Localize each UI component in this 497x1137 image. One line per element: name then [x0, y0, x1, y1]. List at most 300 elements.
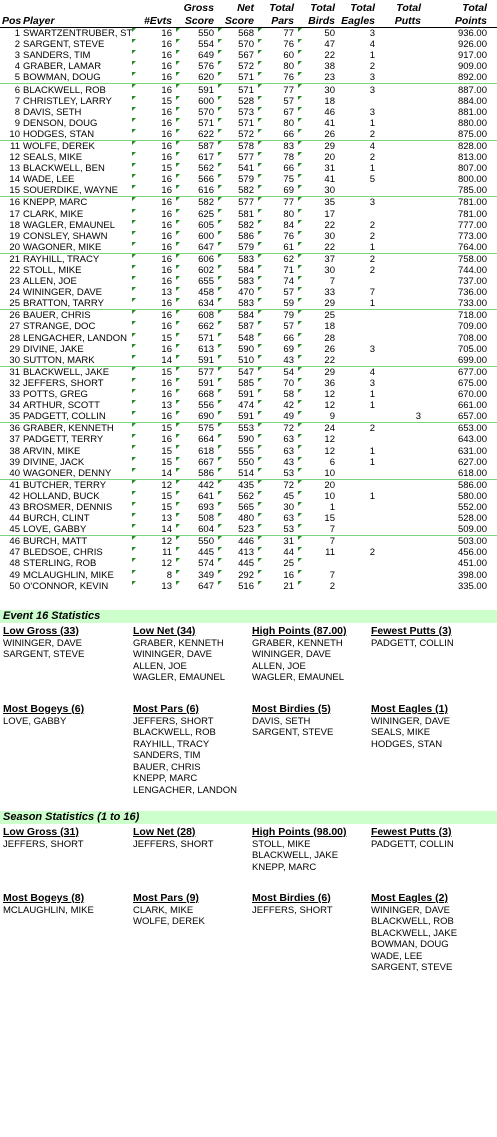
cell-eagles: [341, 96, 387, 107]
stat-player: JEFFERS, SHORT: [133, 715, 214, 727]
cell-player: CONSLEY, SHAWN: [23, 230, 108, 242]
cell-birds: 29: [298, 140, 341, 152]
stat-player: PADGETT, COLLIN: [371, 637, 454, 649]
cell-eagles: [341, 581, 387, 592]
cell-evts: 13: [132, 581, 176, 592]
cell-net: 584: [218, 265, 258, 276]
stat-title: Low Gross (33): [3, 624, 79, 637]
stat-player: KNEPP, MARC: [252, 861, 317, 873]
table-row: [0, 129, 497, 141]
stat-player: JEFFERS, SHORT: [133, 838, 214, 850]
cell-putts: [387, 129, 427, 141]
cell-pos: 19: [9, 230, 20, 242]
cell-player: BUTCHER, TERRY: [23, 479, 132, 491]
cell-birds: 28: [298, 333, 341, 344]
cell-points: 627.00: [457, 456, 487, 468]
cell-putts: [387, 445, 427, 456]
cell-player: BURCH, MATT: [23, 536, 132, 548]
table-row: [0, 118, 497, 129]
stat-title: Low Net (34): [133, 624, 196, 637]
stat-player: BOWMAN, DOUG: [371, 939, 449, 951]
cell-pars: 66: [258, 129, 298, 141]
cell-pars: 44: [258, 547, 298, 558]
cell-birds: 41: [298, 118, 341, 129]
cell-gross: 667: [176, 457, 218, 468]
cell-pars: 76: [258, 72, 298, 84]
cell-eagles: [341, 558, 387, 569]
cell-birds: 10: [298, 468, 341, 480]
stat-title: High Points (98.00): [252, 825, 347, 838]
cell-evts: 16: [132, 152, 176, 163]
cell-pars: 76: [258, 231, 298, 242]
cell-net: 562: [218, 491, 258, 502]
cell-putts: [387, 231, 427, 242]
cell-pars: 53: [258, 468, 298, 480]
cell-gross: 550: [176, 536, 218, 548]
cell-putts: [387, 524, 427, 536]
table-row: [0, 265, 497, 276]
cell-evts: 15: [132, 96, 176, 107]
stat-block: [252, 703, 371, 807]
cell-points: 618.00: [457, 467, 487, 479]
stat-player: BLACKWELL, JAKE: [371, 927, 458, 939]
cell-birds: 15: [298, 513, 341, 524]
cell-evts: 16: [132, 50, 176, 61]
cell-putts: [387, 344, 427, 355]
cell-putts: [387, 581, 427, 592]
cell-eagles: 3: [369, 106, 375, 118]
cell-eagles: 3: [369, 72, 375, 84]
cell-pos: 9: [14, 117, 20, 129]
cell-net: 579: [218, 174, 258, 185]
cell-player: LOVE, GABBY: [23, 524, 87, 536]
cell-pos: 46: [0, 536, 23, 548]
stat-player: KNEPP, MARC: [133, 773, 198, 785]
cell-putts: [387, 378, 427, 389]
cell-gross: 566: [176, 174, 218, 185]
cell-player: RAYHILL, TRACY: [23, 253, 132, 265]
cell-gross: 605: [176, 220, 218, 231]
cell-pos: 44: [9, 513, 20, 525]
header-pos-top: [0, 0, 23, 14]
cell-net: 578: [218, 140, 258, 152]
cell-gross: 620: [176, 72, 218, 84]
cell-points: 758.00: [427, 253, 497, 265]
cell-evts: 16: [132, 276, 176, 287]
header-evts-top: [132, 0, 176, 14]
cell-evts: 16: [132, 28, 176, 40]
stat-block: [133, 892, 252, 976]
cell-pars: 76: [258, 39, 298, 50]
table-row: [0, 287, 497, 298]
cell-net: 446: [218, 536, 258, 548]
stat-title: Fewest Putts (3): [371, 825, 452, 838]
cell-player: BROSMER, DENNIS: [23, 501, 113, 513]
cell-points: 718.00: [427, 310, 497, 322]
cell-gross: 575: [176, 423, 218, 435]
cell-net: 550: [218, 457, 258, 468]
cell-birds: 7: [298, 536, 341, 548]
cell-player: BLACKWELL, ROB: [23, 84, 132, 96]
cell-evts: 16: [132, 434, 176, 445]
cell-player: MCLAUGHLIN, MIKE: [23, 569, 114, 581]
header-points: Points: [454, 15, 487, 27]
cell-evts: 16: [132, 378, 176, 389]
cell-pars: 77: [258, 197, 298, 209]
cell-points: 744.00: [457, 265, 487, 277]
stat-title: Most Eagles (2): [371, 891, 449, 904]
cell-gross: 442: [176, 479, 218, 491]
cell-player: SARGENT, STEVE: [23, 39, 105, 51]
stat-block: [133, 826, 252, 890]
cell-putts: [387, 152, 427, 163]
cell-pars: 69: [258, 185, 298, 197]
cell-gross: 600: [176, 96, 218, 107]
cell-putts: [387, 242, 427, 254]
header-putts-top: Total: [396, 2, 421, 14]
cell-evts: 16: [132, 344, 176, 355]
header-putts: Putts: [394, 15, 421, 27]
cell-putts: [387, 558, 427, 569]
cell-gross: 617: [176, 152, 218, 163]
cell-birds: 31: [298, 163, 341, 174]
cell-net: 579: [218, 242, 258, 254]
cell-player: SUTTON, MARK: [23, 354, 95, 366]
cell-gross: 458: [176, 287, 218, 298]
cell-birds: 35: [298, 197, 341, 209]
cell-gross: 647: [176, 242, 218, 254]
cell-player: ALLEN, JOE: [23, 276, 77, 288]
cell-net: 577: [218, 197, 258, 209]
cell-putts: [387, 457, 427, 468]
cell-player: PADGETT, COLLIN: [23, 411, 106, 423]
stat-player: SEALS, MIKE: [371, 727, 431, 739]
cell-player: HODGES, STAN: [23, 128, 95, 140]
cell-eagles: 2: [369, 128, 375, 140]
cell-pars: 57: [258, 321, 298, 332]
table-row: [0, 310, 497, 322]
cell-net: 567: [218, 50, 258, 61]
cell-eagles: [341, 355, 387, 367]
cell-net: 577: [218, 152, 258, 163]
table-row: [0, 28, 497, 40]
cell-eagles: [341, 513, 387, 524]
cell-putts: [387, 389, 427, 400]
cell-eagles: 2: [369, 265, 375, 277]
stat-player: BLACKWELL, ROB: [371, 916, 454, 928]
cell-eagles: 2: [369, 230, 375, 242]
cell-net: 547: [218, 366, 258, 378]
cell-evts: 16: [132, 72, 176, 84]
cell-pos: 25: [9, 298, 20, 310]
cell-points: 705.00: [457, 343, 487, 355]
cell-putts: [387, 276, 427, 287]
cell-eagles: 5: [369, 174, 375, 186]
cell-pars: 63: [258, 513, 298, 524]
cell-pos: 18: [9, 219, 20, 231]
cell-net: 571: [218, 118, 258, 129]
cell-pos: 12: [9, 152, 20, 164]
cell-evts: 14: [132, 355, 176, 367]
cell-gross: 571: [176, 118, 218, 129]
stat-player: WININGER, DAVE: [252, 649, 331, 661]
cell-pars: 43: [258, 355, 298, 367]
cell-net: 583: [218, 276, 258, 287]
cell-eagles: [341, 185, 387, 197]
cell-evts: 16: [132, 242, 176, 254]
stat-player: WAGLER, EMAUNEL: [252, 672, 345, 684]
cell-points: 781.00: [427, 197, 497, 209]
cell-player: HOLLAND, BUCK: [23, 490, 100, 502]
cell-points: 509.00: [457, 524, 487, 536]
cell-points: 884.00: [457, 95, 487, 107]
cell-eagles: 1: [369, 163, 375, 175]
header-points-top: Total: [462, 2, 487, 14]
cell-birds: [298, 558, 341, 569]
cell-pos: 47: [9, 547, 20, 559]
cell-net: 583: [218, 298, 258, 310]
cell-pars: 77: [258, 28, 298, 40]
cell-birds: 26: [298, 344, 341, 355]
cell-gross: 602: [176, 265, 218, 276]
cell-pos: 10: [9, 128, 20, 140]
cell-pars: 63: [258, 434, 298, 445]
cell-putts: [387, 185, 427, 197]
cell-birds: 29: [298, 298, 341, 310]
cell-net: 528: [218, 96, 258, 107]
cell-player: BRATTON, TARRY: [23, 298, 104, 310]
cell-points: 456.00: [457, 547, 487, 559]
stat-player: CLARK, MIKE: [133, 904, 194, 916]
cell-eagles: 7: [369, 287, 375, 299]
cell-pos: 38: [9, 445, 20, 457]
table-header: [0, 0, 497, 28]
cell-player: WOLFE, DEREK: [23, 140, 132, 152]
stat-player: WAGLER, EMAUNEL: [133, 672, 226, 684]
stat-block: [371, 826, 497, 890]
header-birds: Birds: [308, 15, 335, 27]
cell-pos: 11: [0, 140, 23, 152]
cell-eagles: 1: [369, 400, 375, 412]
cell-net: 510: [218, 355, 258, 367]
table-row: [0, 84, 497, 96]
cell-birds: 46: [298, 107, 341, 118]
cell-putts: [387, 61, 427, 72]
cell-player: O'CONNOR, KEVIN: [23, 580, 109, 592]
table-row: [0, 558, 497, 569]
table-row: [0, 174, 497, 185]
stat-block: [3, 625, 133, 701]
stat-block: [371, 892, 497, 976]
table-row: [0, 209, 497, 220]
cell-evts: 16: [132, 389, 176, 400]
cell-pos: 14: [9, 174, 20, 186]
cell-pars: 75: [258, 174, 298, 185]
stat-title: High Points (87.00): [252, 624, 347, 637]
cell-net: 582: [218, 185, 258, 197]
stat-player: WOLFE, DEREK: [133, 916, 205, 928]
cell-player: DAVIS, SETH: [23, 106, 82, 118]
cell-birds: 9: [298, 411, 341, 423]
stat-block: [133, 625, 252, 701]
cell-points: 807.00: [457, 163, 487, 175]
cell-birds: 20: [298, 479, 341, 491]
cell-putts: [387, 287, 427, 298]
cell-eagles: [341, 310, 387, 322]
table-row: [0, 72, 497, 84]
header-pars-top: Total: [269, 2, 294, 14]
cell-evts: 15: [132, 445, 176, 456]
cell-player: GRABER, KENNETH: [23, 423, 132, 435]
cell-eagles: [341, 468, 387, 480]
cell-points: 785.00: [457, 185, 487, 197]
cell-putts: 3: [415, 411, 421, 423]
cell-evts: 16: [132, 411, 176, 423]
cell-birds: 41: [298, 174, 341, 185]
cell-net: 541: [218, 163, 258, 174]
cell-birds: 33: [298, 287, 341, 298]
cell-eagles: 2: [369, 547, 375, 559]
cell-evts: 16: [132, 185, 176, 197]
cell-gross: 570: [176, 107, 218, 118]
cell-eagles: [341, 502, 387, 513]
cell-gross: 445: [176, 547, 218, 558]
table-row: [0, 220, 497, 231]
cell-evts: 16: [132, 265, 176, 276]
cell-player: SANDERS, TIM: [23, 50, 91, 62]
cell-gross: 606: [176, 253, 218, 265]
table-row: [0, 479, 497, 491]
cell-gross: 613: [176, 344, 218, 355]
header-pos: Pos: [2, 15, 22, 27]
cell-putts: [387, 333, 427, 344]
cell-pos: 26: [0, 310, 23, 322]
cell-pos: 16: [0, 197, 23, 209]
cell-birds: 18: [298, 321, 341, 332]
cell-net: 553: [218, 423, 258, 435]
cell-birds: 22: [298, 220, 341, 231]
cell-eagles: [341, 321, 387, 332]
cell-player: WADE, LEE: [23, 174, 75, 186]
cell-gross: 604: [176, 524, 218, 536]
cell-net: 514: [218, 468, 258, 480]
cell-eagles: [341, 570, 387, 581]
cell-points: 909.00: [457, 61, 487, 73]
cell-birds: 25: [298, 310, 341, 322]
cell-player: ARTHUR, SCOTT: [23, 400, 100, 412]
table-row: [0, 400, 497, 411]
cell-pos: 33: [9, 389, 20, 401]
cell-points: 709.00: [457, 321, 487, 333]
cell-points: 398.00: [457, 569, 487, 581]
stat-player: HODGES, STAN: [371, 738, 443, 750]
header-birds-top: Total: [310, 2, 335, 14]
cell-net: 586: [218, 231, 258, 242]
cell-points: 675.00: [457, 377, 487, 389]
cell-gross: 655: [176, 276, 218, 287]
cell-pars: 72: [258, 423, 298, 435]
cell-pars: 69: [258, 344, 298, 355]
cell-points: 880.00: [457, 117, 487, 129]
cell-pars: 57: [258, 287, 298, 298]
cell-evts: 15: [132, 457, 176, 468]
cell-evts: 16: [132, 220, 176, 231]
cell-eagles: 1: [369, 241, 375, 253]
stat-player: SANDERS, TIM: [133, 750, 201, 762]
season-stats-row1: [0, 826, 497, 890]
cell-birds: 29: [298, 366, 341, 378]
cell-putts: [387, 570, 427, 581]
cell-points: 733.00: [457, 298, 487, 310]
cell-points: 936.00: [457, 28, 487, 40]
cell-eagles: [341, 333, 387, 344]
cell-net: 585: [218, 378, 258, 389]
cell-birds: 12: [298, 445, 341, 456]
cell-player: WAGONER, MIKE: [23, 241, 102, 253]
cell-net: 572: [218, 129, 258, 141]
cell-eagles: [341, 434, 387, 445]
cell-evts: 16: [132, 209, 176, 220]
table-row: [0, 434, 497, 445]
cell-points: 875.00: [457, 128, 487, 140]
cell-putts: [387, 140, 427, 152]
stat-player: SARGENT, STEVE: [371, 962, 453, 974]
cell-gross: 591: [176, 355, 218, 367]
cell-evts: 15: [132, 423, 176, 435]
cell-pos: 49: [9, 569, 20, 581]
header-gross: Score: [184, 15, 214, 27]
cell-pos: 20: [9, 241, 20, 253]
cell-pos: 32: [9, 377, 20, 389]
cell-pos: 17: [9, 208, 20, 220]
cell-eagles: 2: [369, 61, 375, 73]
stat-block: [371, 703, 497, 807]
stat-player: DAVIS, SETH: [252, 715, 311, 727]
cell-pos: 31: [0, 366, 23, 378]
cell-putts: [387, 50, 427, 61]
cell-player: STOLL, MIKE: [23, 265, 82, 277]
table-row: [0, 491, 497, 502]
cell-evts: 16: [132, 197, 176, 209]
cell-net: 591: [218, 411, 258, 423]
stat-player: WADE, LEE: [371, 950, 423, 962]
cell-pos: 27: [9, 321, 20, 333]
cell-gross: 622: [176, 129, 218, 141]
table-row: [0, 185, 497, 197]
cell-birds: 23: [298, 72, 341, 84]
cell-player: ARVIN, MIKE: [23, 445, 81, 457]
table-row: [0, 39, 497, 50]
cell-birds: 20: [298, 152, 341, 163]
stat-title: Most Birdies (6): [252, 891, 331, 904]
header-gross-top: Gross: [183, 2, 214, 14]
cell-evts: 16: [132, 107, 176, 118]
table-row: [0, 445, 497, 456]
cell-putts: [387, 513, 427, 524]
header-eagles: Eagles: [341, 15, 375, 27]
cell-pos: 40: [9, 467, 20, 479]
cell-net: 523: [218, 524, 258, 536]
cell-birds: 24: [298, 423, 341, 435]
table-row: [0, 152, 497, 163]
cell-evts: 15: [132, 491, 176, 502]
table-row: [0, 389, 497, 400]
cell-evts: 16: [132, 118, 176, 129]
cell-pos: 30: [9, 354, 20, 366]
cell-eagles: 3: [341, 84, 387, 96]
stat-block: [252, 892, 371, 976]
cell-pars: 84: [258, 220, 298, 231]
